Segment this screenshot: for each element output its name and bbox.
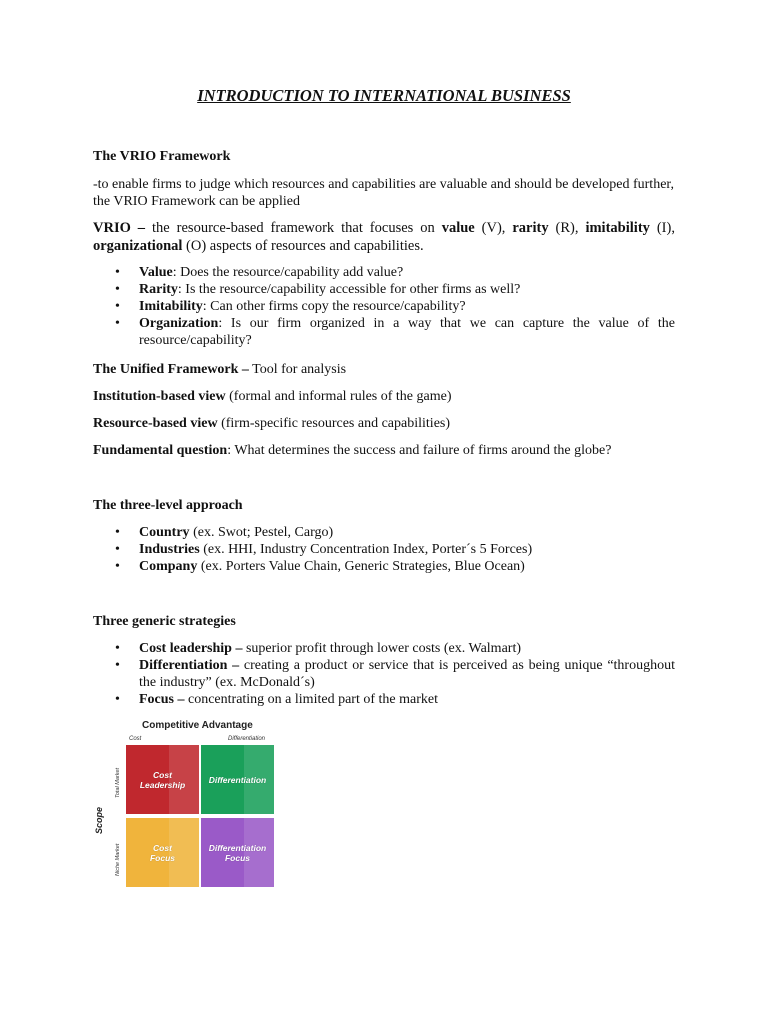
vrio-definition <box>93 219 675 255</box>
bullet-icon: • <box>115 692 120 707</box>
matrix-col-differentiation: Differentiation <box>228 736 266 742</box>
vrio-def-text-5: (O) aspects of resources and capabilities. <box>182 238 424 254</box>
matrix-row-axis: Scope <box>94 806 104 834</box>
fundamental-text: : What determines the success and failure of firms around the globe? <box>227 443 612 458</box>
vrio-def-organizational: organizational <box>93 238 183 254</box>
matrix-row-niche: Niche Market <box>115 843 121 876</box>
bullet-icon: • <box>115 542 120 557</box>
bullet-label: Cost leadership – <box>139 641 243 656</box>
bullet-text: (ex. Swot; Pestel, Cargo) <box>189 525 334 540</box>
cell-label: Differentiation <box>208 774 267 785</box>
generic-strategies-list <box>93 640 675 708</box>
matrix-cell-differentiation <box>201 745 274 814</box>
fundamental-label: Fundamental question <box>93 443 228 458</box>
matrix-cell-differentiation-focus <box>201 818 274 887</box>
list-item <box>93 315 675 349</box>
resource-view-line <box>93 415 675 432</box>
bullet-text: : Is our firm organized in a way that we can capture the value of the resource/capability? <box>139 316 675 348</box>
bullet-text: : Is the resource/capability accessible for other firms as well? <box>177 282 521 297</box>
bullet-icon: • <box>115 316 120 331</box>
vrio-def-text-1: the resource-based framework that focuses on <box>145 220 442 236</box>
bullet-text: concentrating on a limited part of the market <box>184 692 438 707</box>
matrix-cell-cost-leadership <box>126 745 199 814</box>
bullet-icon: • <box>115 525 120 540</box>
vrio-bullet-list <box>93 264 675 349</box>
bullet-icon: • <box>115 559 120 574</box>
bullet-icon: • <box>115 658 120 673</box>
cell-label: Cost Leadership <box>139 769 186 790</box>
bullet-text: : Can other firms copy the resource/capability? <box>202 299 466 314</box>
bullet-text: (ex. Porters Value Chain, Generic Strategies, Blue Ocean) <box>197 559 525 574</box>
cell-label: Differentiation Focus <box>208 842 267 863</box>
vrio-def-text-3: (R), <box>548 220 586 236</box>
list-item <box>93 657 675 691</box>
bullet-label: Focus – <box>139 692 185 707</box>
bullet-text: : Does the resource/capability add value? <box>172 265 404 280</box>
institution-text: (formal and informal rules of the game) <box>225 389 452 404</box>
bullet-label: Rarity <box>139 282 178 297</box>
institution-label: Institution-based view <box>93 389 226 404</box>
bullet-icon: • <box>115 641 120 656</box>
list-item <box>93 558 675 575</box>
bullet-text: superior profit through lower costs (ex. Walmart) <box>242 641 521 656</box>
vrio-def-value: value <box>441 220 475 236</box>
bullet-label: Organization <box>139 316 219 331</box>
list-item <box>93 264 675 281</box>
bullet-label: Imitability <box>139 299 203 314</box>
bullet-icon: • <box>115 282 120 297</box>
cell-label: Cost Focus <box>149 842 176 863</box>
list-item <box>93 691 675 708</box>
list-item <box>93 298 675 315</box>
list-item <box>93 541 675 558</box>
vrio-def-rarity: rarity <box>512 220 549 236</box>
list-item <box>93 524 675 541</box>
vrio-def-label: VRIO – <box>93 220 146 236</box>
bullet-text: creating a product or service that is perceived as being unique “throughout the industry” (ex. McDonald´s) <box>139 658 675 690</box>
list-item <box>93 640 675 657</box>
unified-label: The Unified Framework – <box>93 362 249 377</box>
generic-strategies-heading: Three generic strategies <box>93 614 236 629</box>
bullet-icon: • <box>115 265 120 280</box>
vrio-def-text-4: (I), <box>649 220 675 236</box>
resource-text: (firm-specific resources and capabilities) <box>217 416 451 431</box>
three-level-heading: The three-level approach <box>93 498 243 513</box>
unified-framework-line <box>93 361 675 378</box>
vrio-intro: -to enable firms to judge which resources and capabilities are valuable and should be developed further, the VRIO Framework can be applied <box>93 177 675 209</box>
three-level-list <box>93 524 675 575</box>
list-item <box>93 281 675 298</box>
bullet-label: Company <box>139 559 198 574</box>
generic-strategies-matrix <box>96 718 278 893</box>
bullet-icon: • <box>115 299 120 314</box>
vrio-heading: The VRIO Framework <box>93 149 231 164</box>
bullet-text: (ex. HHI, Industry Concentration Index, Porter´s 5 Forces) <box>199 542 533 557</box>
institution-view-line <box>93 388 675 405</box>
matrix-row-total: Total Market <box>115 767 121 798</box>
bullet-label: Differentiation – <box>139 658 240 673</box>
vrio-def-text-2: (V), <box>474 220 513 236</box>
unified-text: Tool for analysis <box>248 362 347 377</box>
fundamental-question-line <box>93 442 675 459</box>
matrix-col-cost: Cost <box>129 736 142 742</box>
matrix-title: Competitive Advantage <box>142 720 253 731</box>
bullet-label: Value <box>139 265 173 280</box>
matrix-cell-cost-focus <box>126 818 199 887</box>
page-title: INTRODUCTION TO INTERNATIONAL BUSINESS <box>197 86 571 105</box>
bullet-label: Country <box>139 525 190 540</box>
bullet-label: Industries <box>139 542 200 557</box>
vrio-def-imitability: imitability <box>585 220 650 236</box>
resource-label: Resource-based view <box>93 416 218 431</box>
